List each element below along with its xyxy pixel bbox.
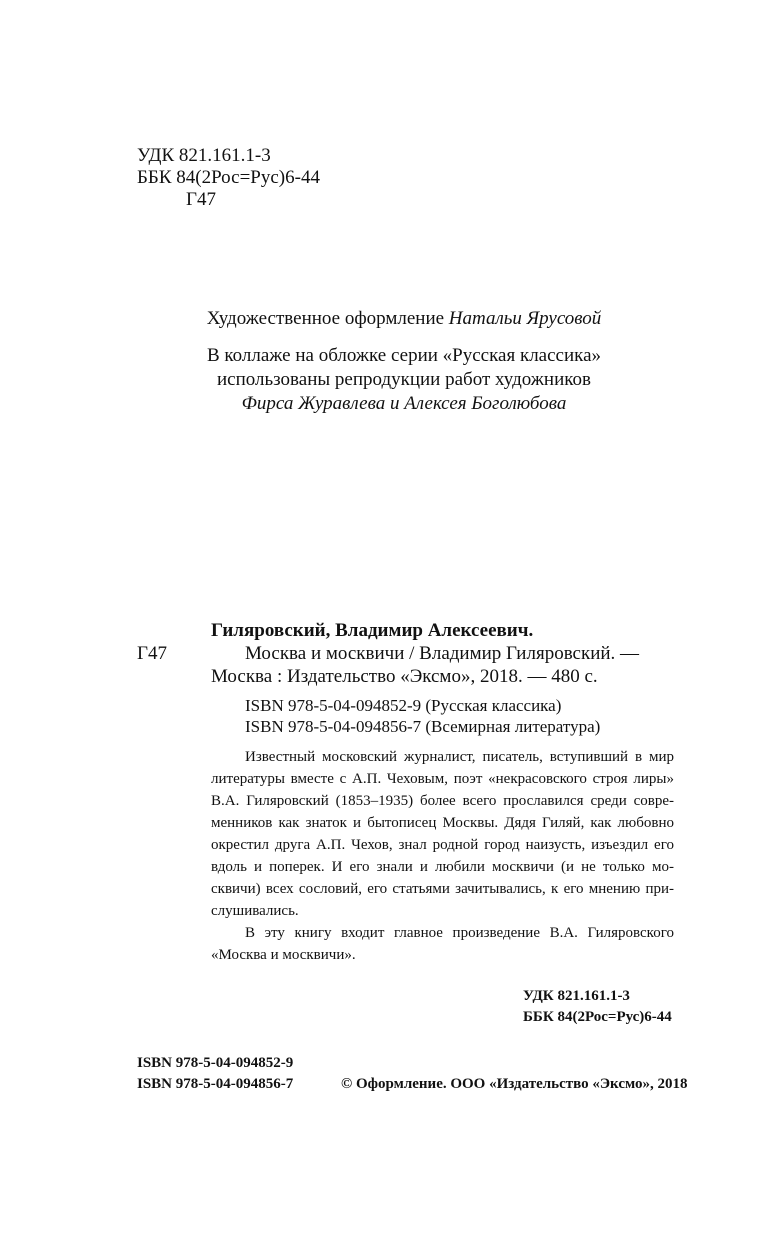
annotation-line: вдоль и поперек. И его знали и любили москвичи (и не только мо- [211,859,674,875]
catalog-author: Гиляровский, Владимир Алексеевич. [211,620,534,641]
footer-isbn-2: ISBN 978-5-04-094856-7 [137,1076,294,1092]
annotation-line: менников как знаток и бытописец Москвы. Дядя Гиляй, как любовно [211,815,674,831]
collage-line-2: использованы репродукции работ художников [217,369,591,390]
catalog-isbn-1: ISBN 978-5-04-094852-9 (Русская классика) [245,696,562,715]
catalog-mark: Г47 [137,643,167,664]
annotation-line: литературы вместе с А.П. Чеховым, поэт «некрасовского строя лиры» [211,771,674,787]
author-mark: Г47 [186,189,216,210]
catalog-title-line-2: Москва : Издательство «Эксмо», 2018. — 480 с. [211,666,598,687]
design-prefix: Художественное оформление [206,308,445,329]
annotation-line: слушивались. [211,903,299,919]
collage-artists: Фирса Журавлева и Алексея Боголюбова [241,393,567,414]
bottom-udk-code: УДК 821.161.1-3 [523,988,630,1004]
annotation-line: «Москва и москвичи». [211,947,356,963]
catalog-title-line-1: Москва и москвичи / Владимир Гиляровский. — [245,643,640,664]
annotation-line: В.А. Гиляровский (1853–1935) более всего прославился среди совре- [211,793,674,809]
collage-line-1: В коллаже на обложке серии «Русская классика» [206,345,602,366]
annotation-line: сквичи) всех сословий, его статьями зачитывались, к его мнению при- [211,881,674,897]
designer-name: Натальи Ярусовой [448,308,602,329]
annotation-line: В эту книгу входит главное произведение В.А. Гиляровского [245,925,674,941]
annotation-line: окрестил друга А.П. Чехов, знал родной город наизусть, изъездил его [211,837,674,853]
bbk-code: ББК 84(2Рос=Рус)6-44 [137,167,320,188]
footer-isbn-1: ISBN 978-5-04-094852-9 [137,1055,294,1071]
annotation-line: Известный московский журналист, писатель, вступивший в мир [245,749,674,765]
udk-code: УДК 821.161.1-3 [137,145,271,166]
design-credit [0,308,768,330]
copyright-notice: © Оформление. ООО «Издательство «Эксмо», 2018 [341,1076,688,1092]
bottom-bbk-code: ББК 84(2Рос=Рус)6-44 [523,1009,672,1025]
catalog-isbn-2: ISBN 978-5-04-094856-7 (Всемирная литература) [245,717,601,736]
